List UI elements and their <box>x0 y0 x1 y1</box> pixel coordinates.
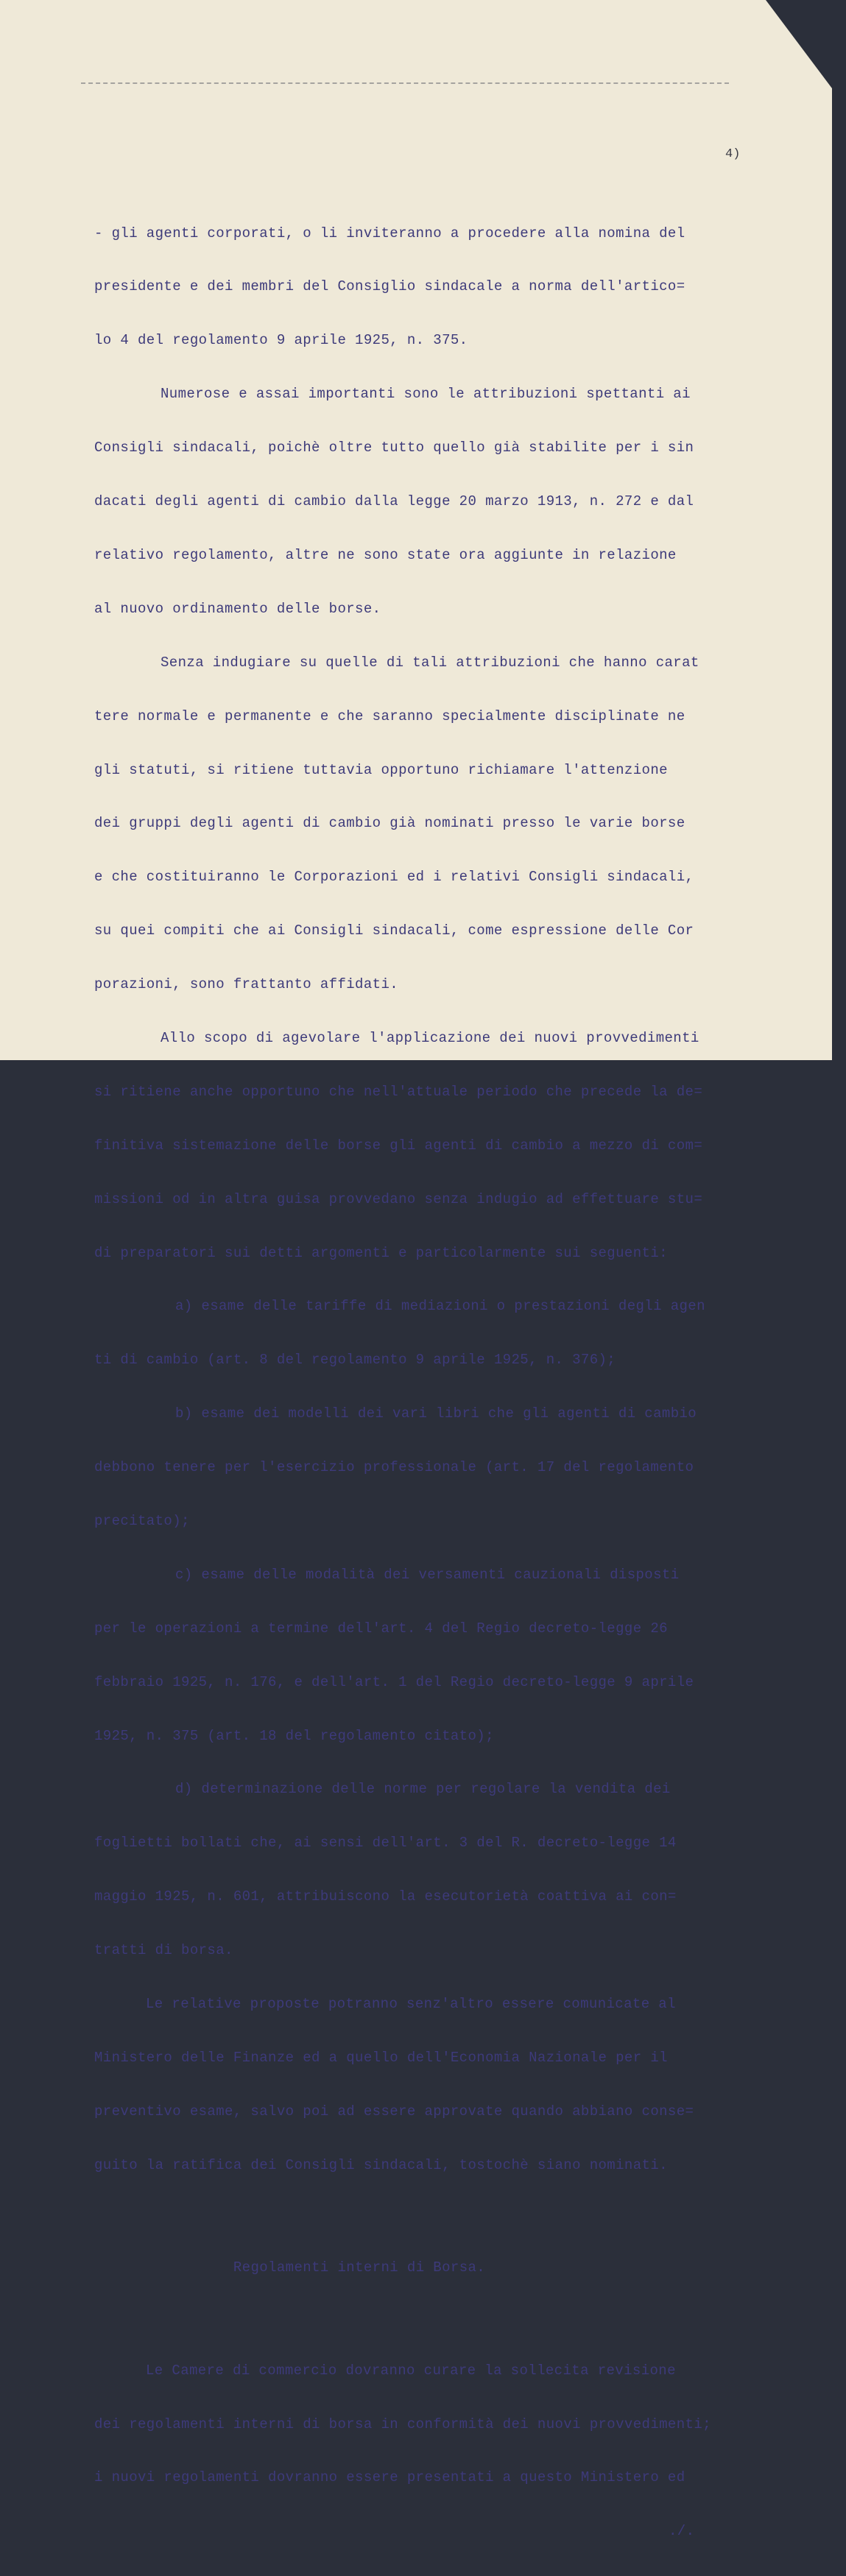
text-line: lo 4 del regolamento 9 aprile 1925, n. 375. <box>94 332 468 349</box>
text-line: dei regolamenti interni di borsa in conformità dei nuovi provvedimenti; <box>94 2416 711 2432</box>
text-line: Consigli sindacali, poichè oltre tutto quello già stabilite per i sin <box>94 440 694 456</box>
text-line: su quei compiti che ai Consigli sindacali, come espressione delle Cor <box>94 922 694 939</box>
text-line: Ministero delle Finanze ed a quello dell'Economia Nazionale per il <box>94 2049 668 2066</box>
page-number: 4) <box>725 147 741 161</box>
document-body <box>94 188 757 2576</box>
text-line: Senza indugiare su quelle di tali attribuzioni che hanno carat <box>161 654 699 671</box>
text-line: si ritiene anche opportuno che nell'attuale periodo che precede la de= <box>94 1083 703 1100</box>
text-line: Le Camere di commercio dovranno curare la sollecita revisione <box>146 2362 676 2379</box>
text-line: d) determinazione delle norme per regolare la vendita dei <box>175 1781 671 1798</box>
text-line: foglietti bollati che, ai sensi dell'art. 3 del R. decreto-legge 14 <box>94 1835 677 1852</box>
text-line: relativo regolamento, altre ne sono state ora aggiunte in relazione <box>94 546 677 563</box>
text-line: guito la ratifica dei Consigli sindacali, tostochè siano nominati. <box>94 2156 668 2173</box>
text-line: c) esame delle modalità dei versamenti cauzionali disposti <box>175 1566 680 1583</box>
text-line: gli statuti, si ritiene tuttavia opportuno richiamare l'attenzione <box>94 761 668 778</box>
text-line: febbraio 1925, n. 176, e dell'art. 1 del Regio decreto-legge 9 aprile <box>94 1673 694 1690</box>
text-line: per le operazioni a termine dell'art. 4 del Regio decreto-legge 26 <box>94 1620 668 1637</box>
text-line: precitato); <box>94 1512 190 1529</box>
text-line: Le relative proposte potranno senz'altro essere comunicate al <box>146 1995 676 2012</box>
binder-edge <box>832 0 846 1060</box>
text-line: maggio 1925, n. 601, attribuiscono la esecutorietà coattiva ai con= <box>94 1888 677 1905</box>
text-line: al nuovo ordinamento delle borse. <box>94 600 381 617</box>
text-line: tratti di borsa. <box>94 1942 233 1959</box>
text-line: porazioni, sono frattanto affidati. <box>94 976 399 993</box>
text-line: b) esame dei modelli dei vari libri che gli agenti di cambio <box>175 1405 697 1422</box>
text-line: Numerose e assai importanti sono le attribuzioni spettanti ai <box>161 386 691 403</box>
text-line: di preparatori sui detti argomenti e particolarmente sui seguenti: <box>94 1244 668 1261</box>
text-line: Allo scopo di agevolare l'applicazione dei nuovi provvedimenti <box>161 1029 699 1046</box>
header-dashed-line <box>81 82 729 84</box>
text-line: dacati degli agenti di cambio dalla legge 20 marzo 1913, n. 272 e dal <box>94 493 694 510</box>
text-line: missioni od in altra guisa provvedano senza indugio ad effettuare stu= <box>94 1190 703 1207</box>
text-line: 1925, n. 375 (art. 18 del regolamento citato); <box>94 1727 494 1744</box>
text-line: e che costituiranno le Corporazioni ed i relativi Consigli sindacali, <box>94 869 694 886</box>
text-line: finitiva sistemazione delle borse gli agenti di cambio a mezzo di com= <box>94 1137 703 1154</box>
section-heading: Regolamenti interni di Borsa. <box>233 2259 486 2276</box>
text-line: - gli agenti corporati, o li inviteranno a procedere alla nomina del <box>94 225 685 241</box>
text-line: debbono tenere per l'esercizio professionale (art. 17 del regolamento <box>94 1459 694 1476</box>
text-line: i nuovi regolamenti dovranno essere presentati a questo Ministero ed <box>94 2469 685 2486</box>
text-line: presidente e dei membri del Consiglio sindacale a norma dell'artico= <box>94 278 685 295</box>
text-line: ti di cambio (art. 8 del regolamento 9 aprile 1925, n. 376); <box>94 1352 616 1369</box>
text-line: preventivo esame, salvo poi ad essere approvate quando abbiano conse= <box>94 2103 694 2120</box>
text-line: tere normale e permanente e che saranno specialmente disciplinate ne <box>94 707 685 724</box>
text-line: dei gruppi degli agenti di cambio già nominati presso le varie borse <box>94 815 685 832</box>
text-line: a) esame delle tariffe di mediazioni o prestazioni degli agen <box>175 1298 705 1315</box>
continuation-mark: ./. <box>669 2523 695 2540</box>
page-corner-shadow <box>766 0 832 88</box>
